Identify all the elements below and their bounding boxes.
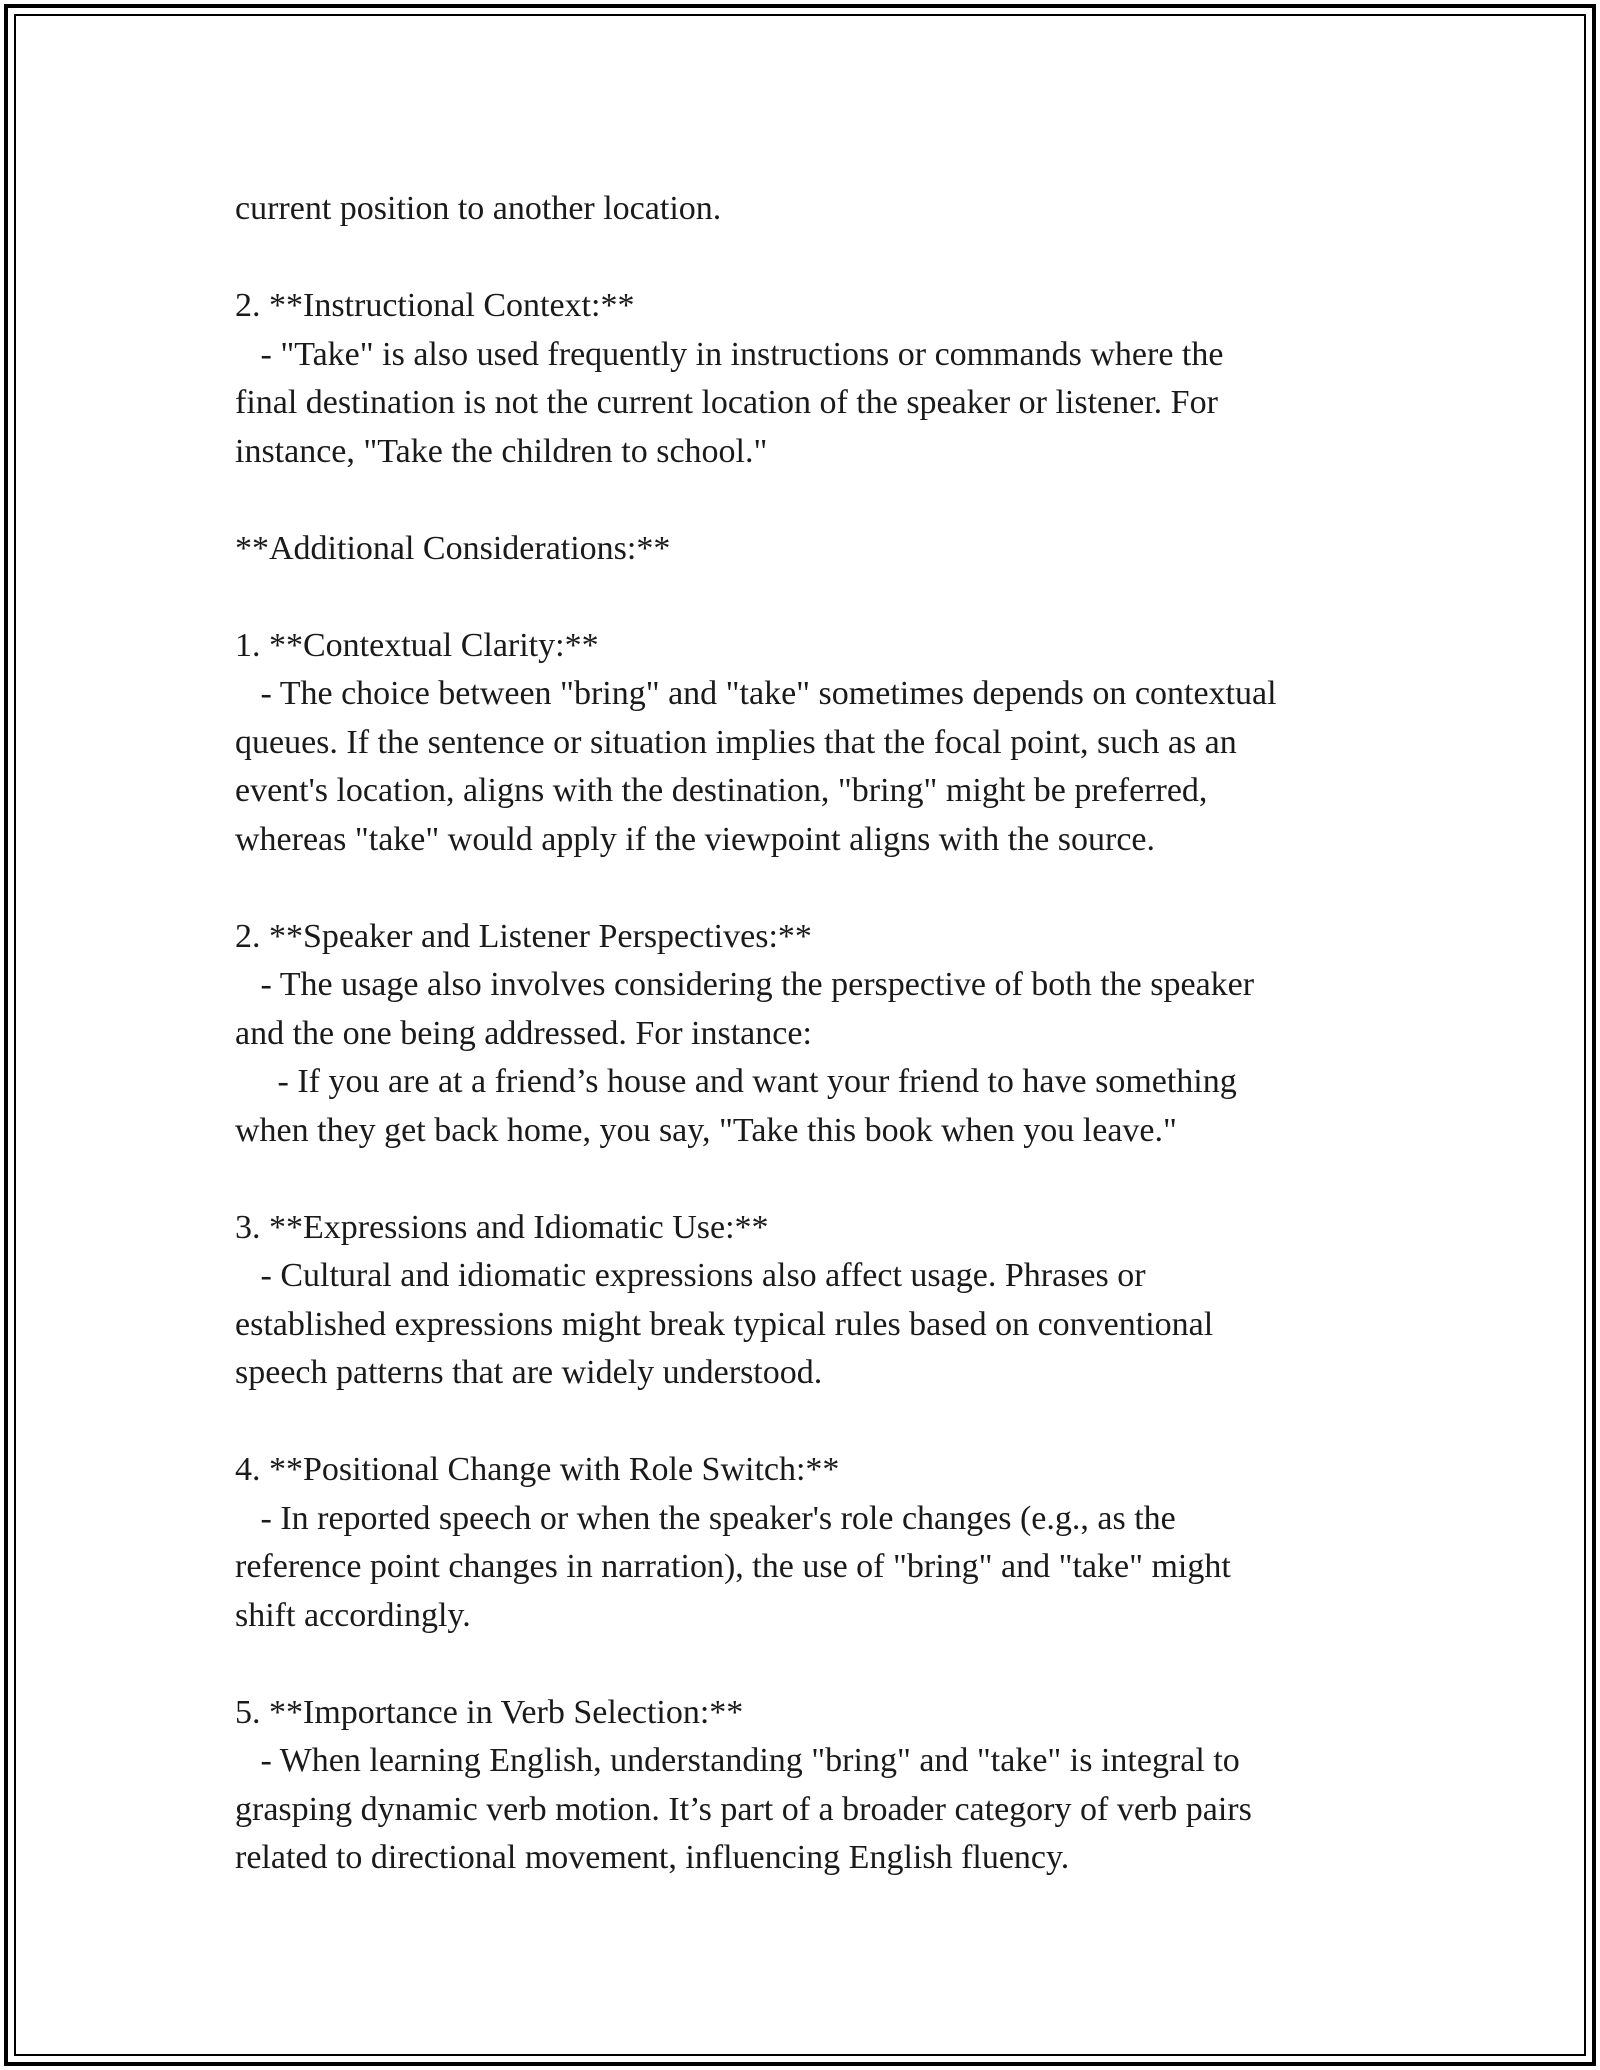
text-line: 3. **Expressions and Idiomatic Use:** [235, 1208, 769, 1246]
text-line: event's location, aligns with the destination, "bring" might be preferred, [235, 772, 1208, 809]
paragraph [235, 525, 1415, 574]
text-line: - If you are at a friend’s house and want your friend to have something [235, 1063, 1237, 1100]
paragraph-gap [235, 1155, 1415, 1204]
paragraph [235, 1446, 1415, 1640]
text-line: 5. **Importance in Verb Selection:** [235, 1693, 744, 1731]
text-line: 2. **Instructional Context:** [235, 287, 635, 324]
text-line: instance, "Take the children to school." [235, 432, 768, 470]
text-line: - In reported speech or when the speaker's role changes (e.g., as the [235, 1499, 1176, 1537]
text-line: and the one being addressed. For instance: [235, 1014, 812, 1052]
text-line: speech patterns that are widely understood. [235, 1354, 823, 1391]
text-line: 1. **Contextual Clarity:** [235, 626, 599, 664]
text-line: **Additional Considerations:** [235, 529, 671, 567]
paragraph [235, 282, 1415, 476]
text-line: - When learning English, understanding "bring" and "take" is integral to [235, 1742, 1240, 1779]
text-line: - "Take" is also used frequently in instructions or commands where the [235, 335, 1224, 373]
text-line: final destination is not the current location of the speaker or listener. For [235, 384, 1218, 421]
text-line: established expressions might break typical rules based on conventional [235, 1305, 1214, 1343]
paragraph [235, 1689, 1415, 1883]
text-line: shift accordingly. [235, 1596, 471, 1634]
paragraph [235, 1204, 1415, 1398]
text-line: - Cultural and idiomatic expressions also affect usage. Phrases or [235, 1257, 1146, 1294]
text-line: - The choice between "bring" and "take" sometimes depends on contextual [235, 675, 1277, 712]
paragraph-gap [235, 1640, 1415, 1689]
text-line: queues. If the sentence or situation implies that the focal point, such as an [235, 723, 1237, 761]
paragraph [235, 913, 1415, 1156]
text-line: reference point changes in narration), the use of "bring" and "take" might [235, 1548, 1231, 1585]
paragraph-gap [235, 234, 1415, 283]
text-line: grasping dynamic verb motion. It’s part of a broader category of verb pairs [235, 1790, 1252, 1828]
paragraph [235, 185, 1415, 234]
text-line: 4. **Positional Change with Role Switch:** [235, 1451, 840, 1488]
document-body [235, 185, 1415, 1883]
paragraph-gap [235, 476, 1415, 525]
text-line: when they get back home, you say, "Take this book when you leave." [235, 1111, 1177, 1149]
text-line: current position to another location. [235, 190, 722, 227]
text-line: 2. **Speaker and Listener Perspectives:** [235, 917, 812, 955]
paragraph-gap [235, 573, 1415, 622]
paragraph-gap [235, 1398, 1415, 1447]
text-line: whereas "take" would apply if the viewpoint aligns with the source. [235, 820, 1156, 858]
text-line: related to directional movement, influencing English fluency. [235, 1839, 1070, 1876]
paragraph [235, 622, 1415, 865]
paragraph-gap [235, 864, 1415, 913]
text-line: - The usage also involves considering the perspective of both the speaker [235, 966, 1255, 1003]
